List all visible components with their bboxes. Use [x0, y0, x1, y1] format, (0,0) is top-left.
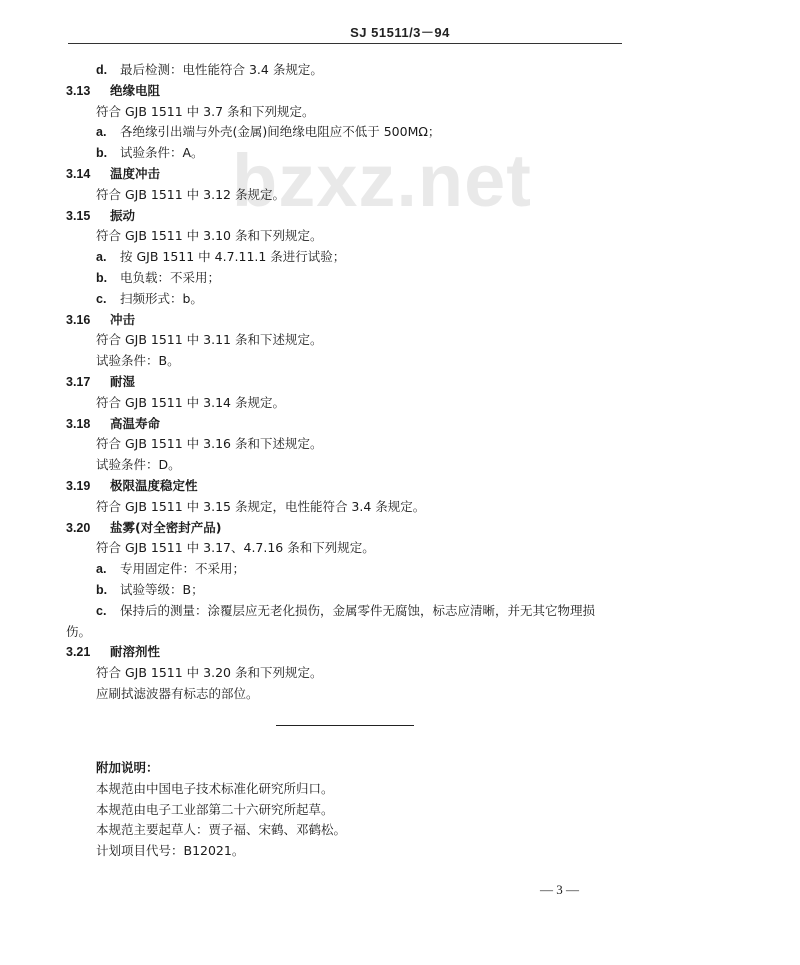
section-heading — [0, 310, 800, 331]
list-item-marker: b. — [96, 270, 108, 285]
paragraph: 符合 GJB 1511 中 3.15 条规定，电性能符合 3.4 条规定。 — [96, 498, 426, 514]
list-item — [0, 143, 800, 164]
section-heading — [0, 642, 800, 663]
section-divider-rule — [276, 725, 414, 726]
paragraph: 符合 GJB 1511 中 3.16 条和下述规定。 — [96, 436, 323, 452]
list-item-text: 按 GJB 1511 中 4.7.11.1 条进行试验； — [120, 249, 346, 265]
paragraph: 试验条件：D。 — [96, 457, 181, 473]
section-heading — [0, 476, 800, 497]
list-item — [0, 122, 800, 143]
section-heading — [0, 518, 800, 539]
section-number: 3.14 — [66, 166, 91, 181]
list-item-text: 试验条件：A。 — [120, 145, 204, 161]
list-item-text: 电负载：不采用； — [120, 269, 221, 285]
list-item — [0, 60, 800, 81]
list-item-text: 各绝缘引出端与外壳(金属)间绝缘电阻应不低于 500MΩ； — [120, 124, 441, 140]
section-number: 3.13 — [66, 83, 91, 98]
section-title: 冲击 — [110, 311, 136, 327]
additional-notes — [0, 758, 800, 862]
list-item-marker: d. — [96, 63, 108, 77]
continuation-line: 伤。 — [66, 623, 92, 639]
section-heading — [0, 414, 800, 435]
paragraph: 符合 GJB 1511 中 3.14 条规定。 — [96, 394, 285, 410]
list-item — [0, 289, 800, 310]
section-number: 3.19 — [66, 478, 91, 493]
list-item-marker: b. — [96, 146, 108, 161]
notes-line: 本规范由中国电子技术标准化研究所归口。 — [96, 780, 334, 796]
section-heading — [0, 164, 800, 185]
section-title: 振动 — [110, 207, 136, 223]
list-item-text: 试验等级：B； — [120, 581, 204, 597]
page-number: — 3 — — [540, 882, 579, 897]
list-item — [0, 601, 800, 622]
header-rule — [68, 43, 622, 44]
list-item — [0, 247, 800, 268]
paragraph: 试验条件：B。 — [96, 353, 180, 369]
section-heading — [0, 81, 800, 102]
section-number: 3.16 — [66, 312, 91, 327]
section-title: 极限温度稳定性 — [110, 477, 198, 493]
list-item-marker: a. — [96, 125, 107, 140]
specification-body — [0, 60, 800, 705]
section-title: 耐湿 — [110, 373, 136, 389]
list-item-marker: a. — [96, 250, 107, 265]
list-item-marker: c. — [96, 291, 107, 306]
watermark: bzxz.net — [232, 139, 532, 222]
list-item-text: 最后检测：电性能符合 3.4 条规定。 — [120, 62, 323, 77]
section-heading — [0, 372, 800, 393]
section-title: 耐溶剂性 — [110, 644, 161, 660]
section-number: 3.17 — [66, 374, 91, 389]
paragraph: 符合 GJB 1511 中 3.7 条和下列规定。 — [96, 103, 315, 119]
section-number: 3.15 — [66, 208, 91, 223]
section-number: 3.18 — [66, 416, 91, 431]
list-item-text: 专用固定件：不采用； — [120, 561, 246, 577]
paragraph: 符合 GJB 1511 中 3.20 条和下列规定。 — [96, 665, 323, 681]
paragraph: 符合 GJB 1511 中 3.17、4.7.16 条和下列规定。 — [96, 540, 375, 556]
notes-line: 本规范由电子工业部第二十六研究所起草。 — [96, 801, 334, 817]
paragraph: 符合 GJB 1511 中 3.11 条和下述规定。 — [96, 332, 323, 348]
section-number: 3.21 — [66, 645, 91, 660]
notes-line: 本规范主要起草人：贾子福、宋鹤、邓鹤松。 — [96, 822, 347, 838]
section-title: 盐雾(对全密封产品) — [110, 519, 222, 535]
section-heading — [0, 206, 800, 227]
list-item — [0, 268, 800, 289]
section-number: 3.20 — [66, 520, 91, 535]
section-title: 绝缘电阻 — [110, 82, 161, 98]
document-header-code: SJ 51511/3－94 — [350, 25, 450, 40]
list-item-text: 保持后的测量：涂覆层应无老化损伤，金属零件无腐蚀，标志应清晰，并无其它物理损 — [120, 602, 596, 618]
list-item-text: 扫频形式：b。 — [120, 290, 203, 306]
list-item — [0, 580, 800, 601]
list-item — [0, 559, 800, 580]
list-item-marker: c. — [96, 603, 107, 618]
notes-title: 附加说明： — [96, 760, 159, 775]
notes-line: 计划项目代号：B12021。 — [96, 843, 245, 859]
section-title: 高温寿命 — [110, 415, 161, 431]
paragraph: 符合 GJB 1511 中 3.10 条和下列规定。 — [96, 228, 323, 244]
paragraph: 应刷拭滤波器有标志的部位。 — [96, 685, 259, 701]
section-title: 温度冲击 — [110, 165, 161, 181]
list-item-marker: b. — [96, 582, 108, 597]
list-item-marker: a. — [96, 562, 107, 577]
paragraph: 符合 GJB 1511 中 3.12 条规定。 — [96, 186, 285, 202]
